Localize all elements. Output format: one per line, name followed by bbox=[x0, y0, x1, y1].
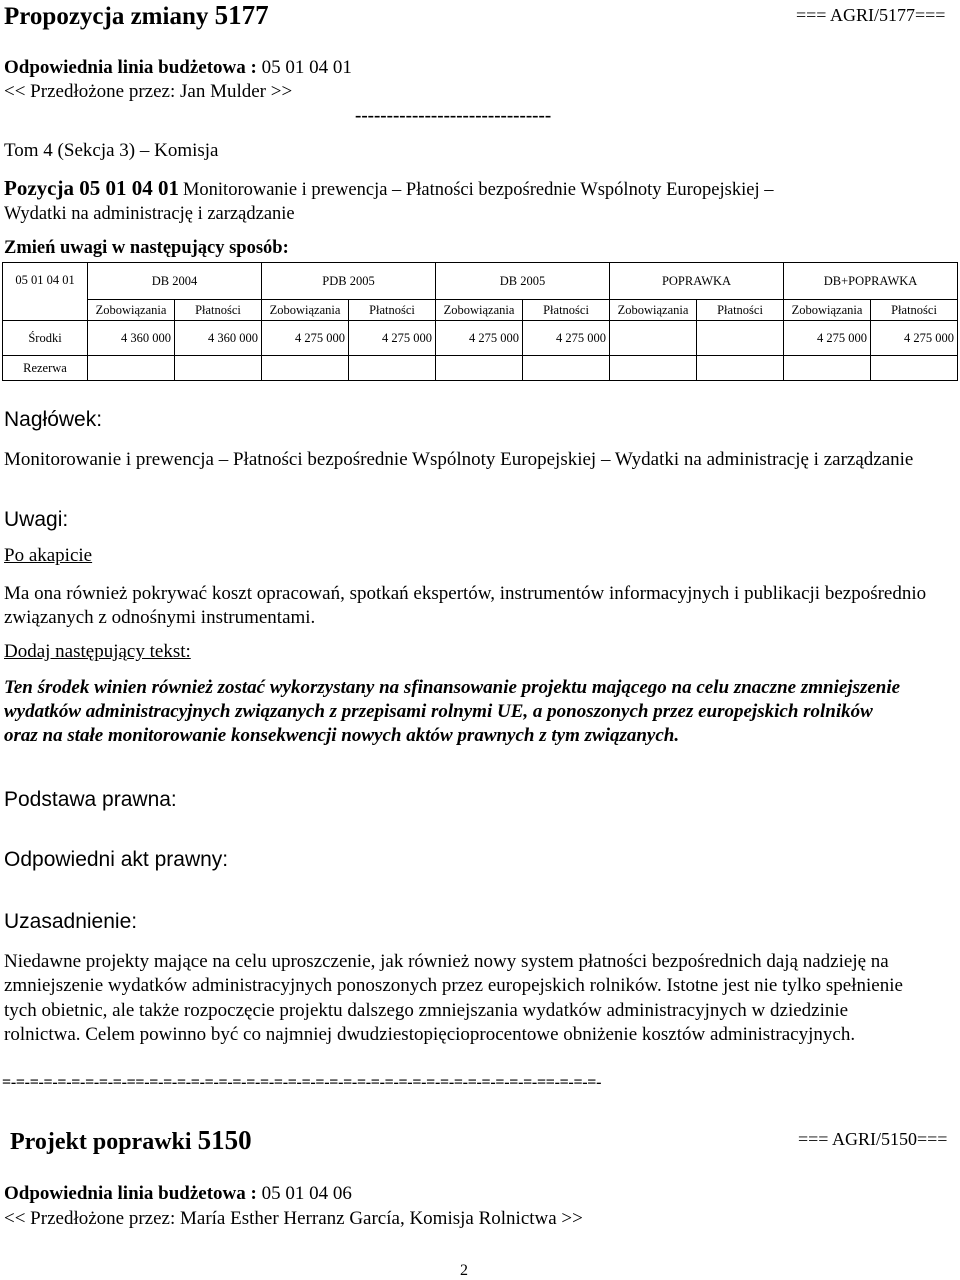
sub-header: Płatności bbox=[523, 300, 610, 321]
cell-value bbox=[175, 356, 262, 381]
volume-line: Tom 4 (Sekcja 3) – Komisja bbox=[4, 140, 219, 161]
budget-line-label: Odpowiednia linia budżetowa : bbox=[4, 57, 257, 78]
table-line-code: 05 01 04 01 bbox=[3, 263, 88, 321]
group-header: DB 2004 bbox=[88, 263, 262, 300]
table-sub-header-row bbox=[3, 300, 958, 321]
cell-value bbox=[349, 356, 436, 381]
cell-value bbox=[697, 356, 784, 381]
draft-title-number: 5150 bbox=[197, 1125, 252, 1155]
page-number: 2 bbox=[460, 1262, 468, 1279]
change-remarks: Zmień uwagi w następujący sposób: bbox=[4, 238, 289, 258]
sub-header: Zobowiązania bbox=[784, 300, 871, 321]
draft-title-prefix: Projekt poprawki bbox=[10, 1129, 192, 1155]
draft-submitted-by: << Przedłożone przez: María Esther Herranz García, Komisja Rolnictwa >> bbox=[4, 1208, 583, 1229]
group-header: PDB 2005 bbox=[262, 263, 436, 300]
proposal-title-number: 5177 bbox=[214, 0, 269, 30]
separator-line: =-=-=-=-=-=-=-=-=-==-=-=-=-=-=-=-=-=-=-=-=-=-=-=-=-=-=-=-=-=-=-=-=-=-=-=-=-=-==-=-=-=- bbox=[2, 1074, 602, 1091]
add-text-label: Dodaj następujący tekst: bbox=[4, 641, 191, 662]
sub-header: Zobowiązania bbox=[610, 300, 697, 321]
cell-value: 4 275 000 bbox=[784, 321, 871, 356]
cell-value bbox=[523, 356, 610, 381]
justification-text: Niedawne projekty mające na celu uproszczenie, jak również nowy system płatności bezpośrednich dają nadzieję na zmniejszenie wydatków administracyjnych ponoszonych przez europejskich rolników. Istotne jest nie tylko spełnienie tych obietnic, ale także rozpoczęcie projektu dalszego zmniejszania wydatków administracyjnych w dziedzinie rolnictwa. Celem powinno być co najmniej dwudziestopięcioprocentowe obniżenie kosztów administracyjnych. bbox=[4, 951, 903, 1046]
budget-line-value: 05 01 04 01 bbox=[261, 57, 352, 78]
sub-header: Płatności bbox=[175, 300, 262, 321]
table-group-header-row bbox=[3, 263, 958, 300]
added-text: Ten środek winien również zostać wykorzystany na sfinansowanie projektu mającego na celu znaczne zmniejszenie wydatków administracyjnych związanych z przepisami rolnymi UE, a ponoszonych przez europejskich rolników oraz na stałe monitorowanie konsekwencji nowych aktów prawnych z tym związanych. bbox=[4, 677, 901, 746]
submitted-by: << Przedłożone przez: Jan Mulder >> bbox=[4, 81, 293, 102]
group-header: POPRAWKA bbox=[610, 263, 784, 300]
sub-header: Zobowiązania bbox=[88, 300, 175, 321]
sub-header: Zobowiązania bbox=[436, 300, 523, 321]
cell-value bbox=[436, 356, 523, 381]
cell-value bbox=[610, 356, 697, 381]
remarks-label: Uwagi: bbox=[4, 508, 69, 531]
cell-value: 4 360 000 bbox=[88, 321, 175, 356]
cell-value bbox=[784, 356, 871, 381]
budget-line bbox=[4, 56, 352, 80]
sub-header: Zobowiązania bbox=[262, 300, 349, 321]
sub-header: Płatności bbox=[871, 300, 958, 321]
cell-value: 4 275 000 bbox=[436, 321, 523, 356]
heading-text: Monitorowanie i prewencja – Płatności bezpośrednie Wspólnoty Europejskiej – Wydatki na administrację i zarządzanie bbox=[4, 449, 914, 470]
cell-value: 4 275 000 bbox=[349, 321, 436, 356]
table-row bbox=[3, 356, 958, 381]
draft-ref: === AGRI/5150=== bbox=[798, 1129, 948, 1149]
position-line-1 bbox=[4, 175, 773, 204]
table-row bbox=[3, 321, 958, 356]
proposal-title bbox=[4, 0, 269, 32]
remarks-paragraph: Ma ona również pokrywać koszt opracowań, spotkań ekspertów, instrumentów informacyjnych i publikacji bezpośrednio związanych z odnośnymi instrumentami. bbox=[4, 583, 927, 628]
proposal-title-prefix: Propozycja zmiany bbox=[4, 3, 209, 30]
draft-budget-line bbox=[4, 1182, 352, 1206]
cell-value bbox=[88, 356, 175, 381]
sub-header: Płatności bbox=[697, 300, 784, 321]
cell-value: 4 275 000 bbox=[871, 321, 958, 356]
row-label: Środki bbox=[3, 321, 88, 356]
draft-title bbox=[10, 1124, 252, 1158]
after-paragraph-label: Po akapicie bbox=[4, 545, 93, 566]
budget-table bbox=[2, 262, 958, 381]
cell-value bbox=[262, 356, 349, 381]
cell-value: 4 275 000 bbox=[523, 321, 610, 356]
dashes-line: ------------------------------- bbox=[355, 105, 552, 126]
justification-label: Uzasadnienie: bbox=[4, 910, 138, 933]
cell-value bbox=[871, 356, 958, 381]
position-label: Pozycja 05 01 04 01 bbox=[4, 176, 179, 200]
sub-header: Płatności bbox=[349, 300, 436, 321]
legal-basis-label: Podstawa prawna: bbox=[4, 788, 177, 811]
cell-value: 4 360 000 bbox=[175, 321, 262, 356]
draft-budget-line-value: 05 01 04 06 bbox=[261, 1183, 352, 1204]
cell-value bbox=[697, 321, 784, 356]
proposal-ref: === AGRI/5177=== bbox=[796, 5, 946, 25]
position-text-2: Wydatki na administrację i zarządzanie bbox=[4, 204, 295, 224]
position-text-1: Monitorowanie i prewencja – Płatności bezpośrednie Wspólnoty Europejskiej – bbox=[182, 180, 774, 200]
group-header: DB+POPRAWKA bbox=[784, 263, 958, 300]
group-header: DB 2005 bbox=[436, 263, 610, 300]
row-label: Rezerwa bbox=[3, 356, 88, 381]
heading-label: Nagłówek: bbox=[4, 408, 103, 431]
cell-value bbox=[610, 321, 697, 356]
legal-act-label: Odpowiedni akt prawny: bbox=[4, 848, 229, 871]
draft-budget-line-label: Odpowiednia linia budżetowa : bbox=[4, 1183, 257, 1204]
cell-value: 4 275 000 bbox=[262, 321, 349, 356]
